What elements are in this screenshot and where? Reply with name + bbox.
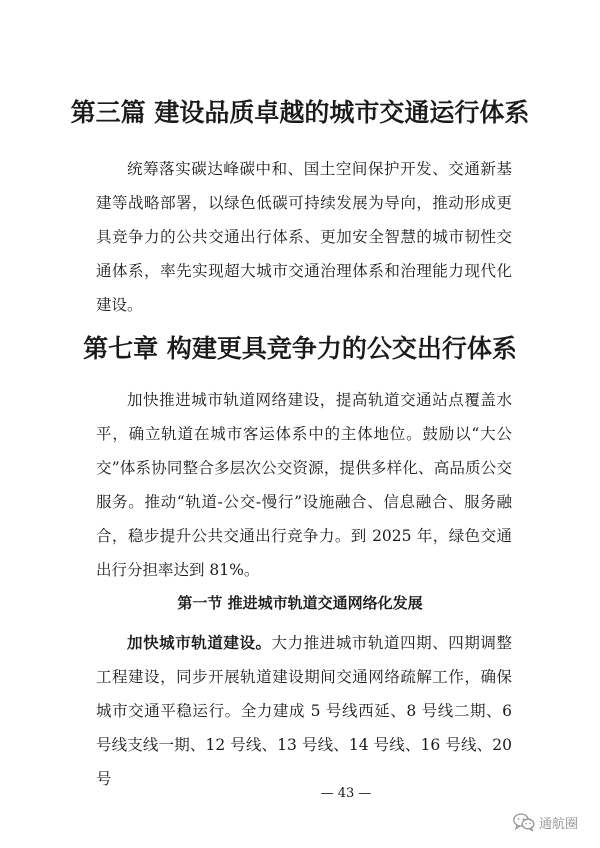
watermark-text: 通航圈 [538,816,578,832]
section-lead: 加快城市轨道建设。 [127,634,272,652]
part-title: 第三篇 建设品质卓越的城市交通运行体系 [70,98,530,127]
section-body: 大力推进城市轨道四期、四期调整工程建设，同步开展轨道建设期间交通网络疏解工作，确保城市交通平稳运行。全力建成 5 号线西延、8 号线二期、6 号线支线一期、12 号线、13 号线、14 号线、16 号线、20 号 [96,634,512,788]
section-title: 第一节 推进城市轨道交通网络化发展 [177,594,423,612]
wechat-icon [513,813,535,831]
chapter-title: 第七章 构建更具竞争力的公交出行体系 [83,334,517,363]
watermark [513,810,578,834]
page-number-text: — 43 — [320,786,372,801]
section-paragraph [96,626,512,796]
chapter-paragraph: 加快推进城市轨道网络建设，提高轨道交通站点覆盖水平，确立轨道在城市客运体系中的主体地位。鼓励以“大公交”体系协同整合多层次公交资源，提供多样化、高品质公交服务。推动“轨道-公交-慢行”设施融合、信息融合、服务融合，稳步提升公共交通出行竞争力。到 2025 年，绿色交通出行分担率达到 81%。 [96,391,512,579]
intro-paragraph: 统筹落实碳达峰碳中和、国土空间保护开发、交通新基建等战略部署，以绿色低碳可持续发展为导向，推动形成更具竞争力的公共交通出行体系、更加安全智慧的城市韧性交通体系，率先实现超大城市交通治理体系和治理能力现代化建设。 [96,160,512,314]
page-number [0,786,600,801]
